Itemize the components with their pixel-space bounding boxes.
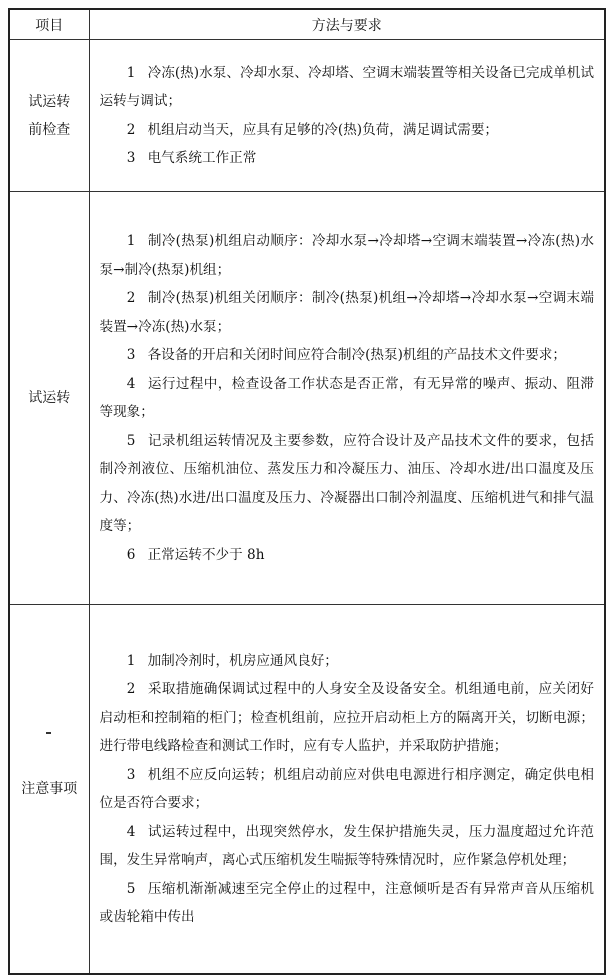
list-item: 5 压缩机渐渐减速至完全停止的过程中，注意倾听是否有异常声音从压缩机或齿轮箱中传出 [99,880,594,925]
list-item: 1 加制冷剂时，机房应通风良好； [126,652,338,669]
list-item: 3 各设备的开启和关闭时间应符合制冷(热泵)机组的产品技术文件要求； [126,347,566,363]
list-item: 3 机组不应反向运转；机组启动前应对供电电源进行相序测定，确定供电相位是否符合要求； [99,766,594,811]
row-content [89,605,605,975]
table-row-trial-run [9,192,605,605]
list-item: 1 冷冻(热)水泵、冷却水泵、冷却塔、空调末端装置等相关设备已完成单机试运转与调试； [99,64,594,109]
row-label: 注意事项 [9,605,89,975]
header-item: 项目 [9,9,89,40]
table-row-precautions [9,605,605,975]
table-row-precheck [9,40,605,192]
list-item: 5 记录机组运转情况及主要参数，应符合设计及产品技术文件的要求，包括制冷剂液位、压缩机油位、蒸发压力和冷凝压力、油压、冷却水进/出口温度及压力、冷冻(热)水进/出口温度及压力、冷凝器出口制冷剂温度、压缩机进气和排气温度等； [99,432,594,534]
row-label: 试运转前检查 [9,40,89,192]
row-label: 试运转 [9,192,89,605]
list-item: 4 试运转过程中，出现突然停水，发生保护措施失灵，压力温度超过允许范围，发生异常响声，离心式压缩机发生喘振等特殊情况时，应作紧急停机处理； [99,823,594,868]
table-header-row [9,9,605,40]
list-item: 1 制冷(热泵)机组启动顺序：冷却水泵→冷却塔→空调末端装置→冷冻(热)水泵→制冷(热泵)机组； [99,233,594,278]
list-item: 2 制冷(热泵)机组关闭顺序：制冷(热泵)机组→冷却塔→冷却水泵→空调末端装置→冷冻(热)水泵； [99,290,594,335]
list-item: 3 电气系统工作正常 [126,150,257,166]
list-item: 2 采取措施确保调试过程中的人身安全及设备安全。机组通电前，应关闭好启动柜和控制箱的柜门；检查机组前，应拉开启动柜上方的隔离开关，切断电源；进行带电线路检查和测试工作时，应有专人监护，并采取防护措施； [99,681,594,754]
row-content [89,192,605,605]
list-item: 6 正常运转不少于 8h [126,546,265,563]
list-item: 4 运行过程中，检查设备工作状态是否正常，有无异常的噪声、振动、阻滞等现象； [99,375,594,420]
row-content [89,40,605,192]
spec-table [8,8,606,975]
list-item: 2 机组启动当天，应具有足够的冷(热)负荷，满足调试需要； [126,121,499,138]
scan-mark [46,732,51,734]
header-method: 方法与要求 [89,9,605,40]
